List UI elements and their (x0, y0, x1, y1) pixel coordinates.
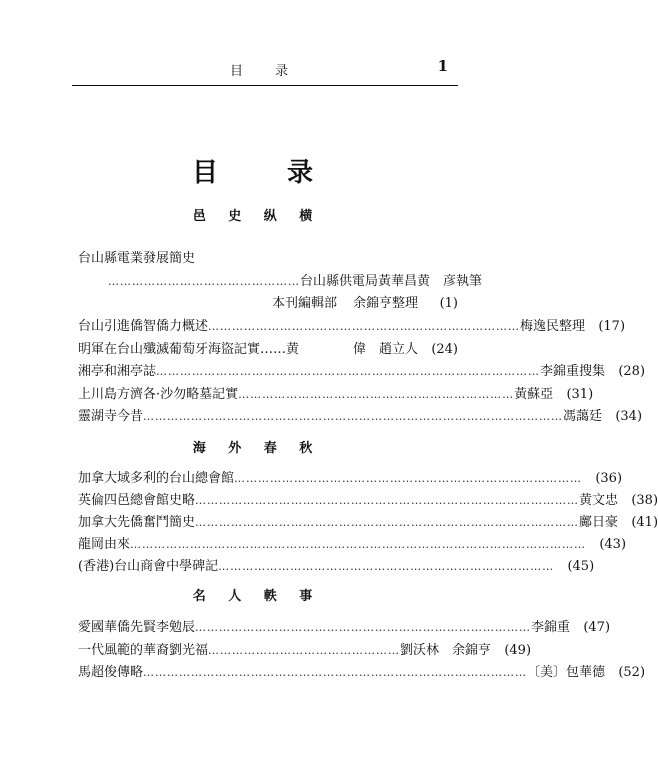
dot-leader: ………………………………………………………………………… (218, 560, 555, 573)
toc-entry-continued (78, 292, 458, 312)
dot-leader: ………………………………………… (208, 644, 401, 657)
section-heading: 邑 史 纵 横 (192, 209, 322, 224)
dot-leader: …………………………………………………………………………………… (156, 365, 541, 378)
dot-leader: …………………………………………………………… (238, 388, 515, 401)
entry-author: 本刊編輯部 (271, 296, 337, 311)
toc-entry[interactable] (78, 315, 626, 335)
entry-page: (1) (439, 296, 458, 311)
running-header (78, 57, 458, 82)
entry-page: (41) (631, 515, 658, 530)
entry-page: (36) (595, 471, 623, 486)
dot-leader: …………………………………………………………………… (208, 320, 521, 333)
entry-author: 李錦重 (531, 620, 571, 635)
entry-page: (24) (431, 342, 458, 357)
entry-author: 劉沃林 余錦亨 (400, 643, 492, 658)
toc-entry[interactable] (78, 661, 646, 681)
entry-page: (43) (599, 537, 627, 552)
entry-page: (31) (566, 387, 594, 402)
entry-title: 台山引進僑智僑力概述 (78, 319, 209, 334)
entry-author: 台山縣供電局黃華昌 (300, 274, 418, 289)
toc-entry[interactable] (78, 639, 532, 659)
toc-entry[interactable] (78, 405, 643, 425)
dot-leader: …………………………………………………………………………………… (143, 666, 528, 679)
page-number: 1 (437, 57, 448, 75)
toc-entry[interactable] (78, 616, 611, 636)
entry-page: (49) (504, 643, 532, 658)
entry-title: 一代風範的華裔劉光福 (78, 643, 209, 658)
entry-author: 鄺日豪 (579, 515, 619, 530)
entry-author: 偉 趙立人 (352, 342, 418, 357)
entry-page: (17) (598, 319, 626, 334)
entry-author: 馮藹廷 (563, 409, 603, 424)
section-heading: 海 外 春 秋 (192, 441, 322, 456)
dot-leader: …………………………………………………………………………………… (195, 516, 580, 529)
entry-title: 加拿大域多利的台山總會館 (78, 471, 235, 486)
entry-page: (52) (618, 665, 646, 680)
entry-page: (47) (583, 620, 611, 635)
section-heading: 名 人 軼 事 (192, 589, 322, 604)
entry-author: 李錦重搜集 (540, 364, 606, 379)
entry-author: 黄文忠 (579, 493, 619, 508)
entry-title: 湘亭和湘亭誌 (78, 364, 157, 379)
entry-title: 明軍在台山殲滅葡萄牙海盜記實……黄 (78, 342, 300, 357)
entry-title: 靈湖寺今昔 (78, 409, 144, 424)
toc-entry[interactable] (78, 489, 658, 509)
header-rule (72, 85, 458, 86)
entry-title: 馬超俊傳略 (78, 665, 144, 680)
dot-leader: …………………………………………………………………………………………………… (130, 538, 587, 551)
toc-entry[interactable] (78, 555, 595, 575)
entry-title: 加拿大先僑奮鬥簡史 (78, 515, 196, 530)
dot-leader: …………………………………………………………………………………………… (143, 410, 564, 423)
entry-page: (28) (618, 364, 646, 379)
toc-entry[interactable] (78, 247, 458, 267)
dot-leader: …………………………………………………………………………… (234, 472, 583, 485)
entry-title: 英倫四邑總會館史略 (78, 493, 196, 508)
toc-entry[interactable] (78, 383, 594, 403)
entry-author: 余錦亨整理 (352, 296, 418, 311)
entry-title: 台山縣電業發展簡史 (78, 251, 196, 266)
entry-author: 黄 彦執筆 (417, 274, 483, 289)
toc-entry[interactable] (78, 511, 658, 531)
entry-page: (34) (615, 409, 643, 424)
entry-author: 梅逸民整理 (520, 319, 586, 334)
entry-title: 龍岡由來 (78, 537, 131, 552)
entry-page: (38) (631, 493, 658, 508)
dot-leader: ………………………………………… (108, 275, 300, 288)
dot-leader: …………………………………………………………………………………… (195, 494, 580, 507)
toc-entry-continued (108, 270, 483, 290)
entry-title: (香港)台山商會中學碑記 (78, 559, 219, 574)
toc-entry[interactable] (78, 467, 623, 487)
entry-title: 上川島方濟各·沙勿略墓記實 (78, 387, 239, 402)
entry-title: 愛國華僑先賢李勉辰 (78, 620, 196, 635)
entry-author: 〔美〕包華德 (527, 665, 606, 680)
toc-entry[interactable] (78, 533, 627, 553)
toc-entry[interactable] (78, 338, 458, 358)
toc-entry[interactable] (78, 360, 646, 380)
entry-page: (45) (567, 559, 595, 574)
running-header-title: 目 录 (230, 64, 303, 79)
entry-author: 黃蘇亞 (514, 387, 554, 402)
dot-leader: ………………………………………………………………………… (195, 621, 532, 634)
page-title: 目 录 (191, 158, 344, 188)
